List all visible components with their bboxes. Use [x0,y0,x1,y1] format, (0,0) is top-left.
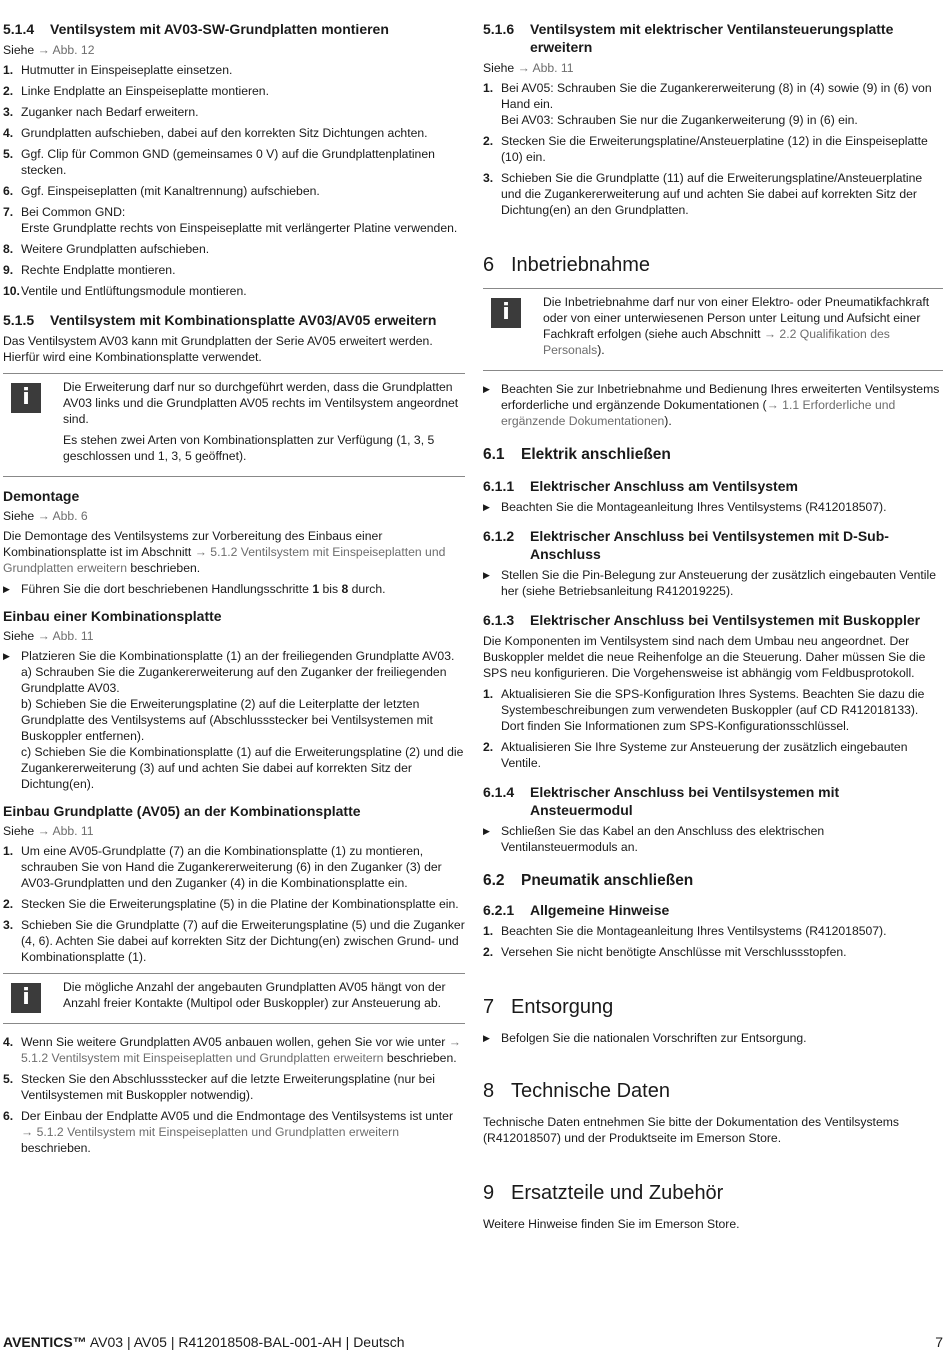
list-item [483,739,943,771]
heading-8: 8 Technische Daten [483,1080,670,1102]
step-text: Aktualisieren Sie die SPS-Konfiguration Ihres Systems. Beachten Sie dazu die Systembeschreibungen zum verwendeten Buskoppler (auf CD R412018133). Dort finden Sie Informationen zum SPS-Konfigurationsschlüssel. [501,687,925,733]
step-text: Stecken Sie die Erweiterungsplatine/Ansteuerplatine (12) in die Einspeiseplatte (10) ein. [501,134,928,164]
list-item [3,283,465,299]
step-text: Versehen Sie nicht benötigte Anschlüsse mit Verschlussstopfen. [501,945,847,959]
list-item [483,923,943,939]
heading-6-1-2: 6.1.2 Elektrischer Anschluss bei Ventilsystemen mit D-Sub-Anschluss [483,528,889,562]
step-number: 2. [483,740,494,754]
step-number: 1. [3,63,14,77]
info-text: Es stehen zwei Arten von Kombinationsplatten zur Verfügung (1, 3, 5 geschlossen und 1, 3, 5 geöffnet). [63,433,435,463]
info-icon: i [491,298,521,328]
paragraph: Die Demontage des Ventilsystems zur Vorbereitung des Einbaus einer Kombinationsplatte ist im Abschnitt → 5.1.2 Ventilsystem mit Einspeiseplatten und Grundplatten erweitern beschrieben. [3,529,446,575]
step-number: 5. [3,147,14,161]
page-number: 7 [935,1334,943,1350]
list-item [3,125,465,141]
list-item [483,80,943,128]
heading-6-1-3: 6.1.3 Elektrischer Anschluss bei Ventilsystemen mit Buskoppler [483,612,921,628]
step-text: Linke Endplatte an Einspeiseplatte montieren. [21,84,269,98]
figure-link[interactable]: → Abb. 12 [37,43,95,57]
heading-6-2-1: 6.2.1 Allgemeine Hinweise [483,902,670,918]
list-item: ▶ Platzieren Sie die Kombinationsplatte (1) an der freiliegenden Grundplatte AV03. a) Schrauben Sie die Zugankererweiterung auf den Zuganker der freiliegenden Grundplatte AV03. b) Schieben Sie die Erweiterungsplatine (2) auf die Leiterplatte der letzten Grundplatte des Ventilsystems auf (Abschlussstecker bei Ventilsystemen mit Buskoppler entfernen). c) Schieben Sie die Kombinationsplatte (1) auf die Erweiterungsplatine (2) und die Zugankererweiterung (3) auf und achten Sie dabei auf korrekten Sitz der Dichtung(en). [3,649,464,791]
step-number: 2. [3,897,14,911]
list-item [3,241,465,257]
step-number: 2. [3,84,14,98]
list-item [3,146,465,178]
see-reference: Siehe → Abb. 11 [483,61,574,75]
steps-list [483,686,943,771]
see-reference: Siehe → Abb. 11 [3,629,94,643]
steps-list [3,62,465,299]
figure-link[interactable]: → Abb. 11 [37,824,94,838]
figure-link[interactable]: → Abb. 11 [517,61,574,75]
triangle-bullet-icon: ▶ [483,502,490,512]
list-item [3,843,465,891]
step-number: 4. [3,126,14,140]
info-box [3,373,465,477]
left-column [3,14,465,1161]
info-icon: i [11,983,41,1013]
step-number: 1. [3,844,14,858]
triangle-bullet-icon: ▶ [483,570,490,580]
list-item: ▶ Beachten Sie zur Inbetriebnahme und Bedienung Ihres erweiterten Ventilsystems erforderliche und ergänzende Dokumentationen (→ 1.1 Erforderliche und ergänzende Dokumentationen). [483,382,940,428]
step-number: 1. [483,687,494,701]
step-number: 8. [3,242,14,256]
step-text: Weitere Grundplatten aufschieben. [21,242,210,256]
list-item: ▶ Schließen Sie das Kabel an den Anschluss des elektrischen Ventilansteuermoduls an. [483,824,825,854]
heading-5-1-5: 5.1.5 Ventilsystem mit Kombinationsplatte AV03/AV05 erweitern [3,312,437,328]
step-text: Ggf. Einspeiseplatten (mit Kanaltrennung) aufschieben. [21,184,320,198]
heading-demontage: Demontage [3,488,80,504]
info-text: Die mögliche Anzahl der angebauten Grundplatten AV05 hängt von der Anzahl freier Kontakte (Multipol oder Buskoppler) zur Ansteuerung ab. [63,980,446,1010]
heading-6-1-4: 6.1.4 Elektrischer Anschluss bei Ventilsystemen mit Ansteuermodul [483,784,840,818]
list-item [3,104,465,120]
heading-5-1-6: 5.1.6 Ventilsystem mit elektrischer Ventilansteuerungsplatte erweitern [483,21,894,55]
steps-list [3,843,465,965]
info-box [3,973,465,1024]
step-text: Bei Common GND: Erste Grundplatte rechts von Einspeiseplatte mit verlängerter Platine verwenden. [21,205,458,235]
paragraph: Weitere Hinweise finden Sie im Emerson Store. [483,1217,740,1231]
step-text: Hutmutter in Einspeiseplatte einsetzen. [21,63,233,77]
footer-doc-info: AVENTICS™ AV03 | AV05 | R412018508-BAL-001-AH | Deutsch [3,1334,405,1350]
list-item [483,170,943,218]
step-number: 1. [483,81,494,95]
steps-list [483,923,943,960]
list-item [483,944,943,960]
section-link[interactable]: → 5.1.2 Ventilsystem mit Einspeiseplatten und Grundplatten erweitern [21,1035,461,1065]
step-text: Schieben Sie die Grundplatte (11) auf die Erweiterungsplatine/Ansteuerplatine und die Zugankererweiterung auf und achten Sie dabei auf korrekten Sitz der Dichtung(en) an den Grundplatten. [501,171,923,217]
heading-6-1-1: 6.1.1 Elektrischer Anschluss am Ventilsystem [483,478,798,494]
step-number: 3. [483,171,494,185]
step-text: Schieben Sie die Grundplatte (7) auf die Erweiterungsplatine (5) und die Zuganker (4, 6). Achten Sie dabei auf korrekten Sitz der Dichtung(en) zwischen Grund- und Kombinationsplatte (1). [21,918,465,964]
step-number: 10. [3,284,20,298]
info-text: Die Inbetriebnahme darf nur von einer Elektro- oder Pneumatikfachkraft oder von einer unterwiesenen Person unter Leitung und Aufsicht einer Fachkraft erfolgen (siehe auch Abschnitt → 2.2 Qualifikation des Personals). [543,295,930,357]
paragraph: Das Ventilsystem AV03 kann mit Grundplatten der Serie AV05 erweitert werden. Hierfür wird eine Kombinationsplatte verwendet. [3,334,433,364]
paragraph: Technische Daten entnehmen Sie bitte der Dokumentation des Ventilsystems (R412018507) und der Produktseite im Emerson Store. [483,1115,899,1145]
heading-einbau-grundplatte: Einbau Grundplatte (AV05) an der Kombinationsplatte [3,803,361,819]
right-column [483,14,943,1237]
info-box [483,288,943,371]
list-item: ▶ Beachten Sie die Montageanleitung Ihres Ventilsystems (R412018507). [483,500,887,514]
step-text: Zuganker nach Bedarf erweitern. [21,105,199,119]
heading-6: 6 Inbetriebnahme [483,254,650,276]
list-item [3,83,465,99]
figure-link[interactable]: → Abb. 6 [37,509,88,523]
step-number: 9. [3,263,14,277]
list-item: ▶ Stellen Sie die Pin-Belegung zur Ansteuerung der zusätzlich eingebauten Ventile her (siehe Betriebsanleitung R412019225). [483,568,936,598]
step-number: 2. [483,945,494,959]
list-item [483,686,943,734]
heading-5-1-4: 5.1.4 Ventilsystem mit AV03-SW-Grundplatten montieren [3,21,389,37]
list-item [3,262,465,278]
step-text: Ventile und Entlüftungsmodule montieren. [21,284,247,298]
see-reference: Siehe → Abb. 12 [3,43,95,57]
step-text: Rechte Endplatte montieren. [21,263,176,277]
triangle-bullet-icon: ▶ [3,584,10,594]
step-text: Aktualisieren Sie Ihre Systeme zur Ansteuerung der zusätzlich eingebauten Ventile. [501,740,908,770]
list-item [3,183,465,199]
heading-6-1: 6.1 Elektrik anschließen [483,446,671,463]
list-item: ▶ Führen Sie die dort beschriebenen Handlungsschritte 1 bis 8 durch. [3,582,386,596]
brand-name: AVENTICS™ [3,1334,87,1350]
step-text: Ggf. Clip für Common GND (gemeinsames 0 V) auf die Grundplattenplatinen stecken. [21,147,435,177]
info-icon: i [11,383,41,413]
section-link[interactable]: → 5.1.2 Ventilsystem mit Einspeiseplatten und Grundplatten erweitern [3,545,446,575]
triangle-bullet-icon: ▶ [483,384,490,394]
step-number: 3. [3,918,14,932]
steps-list [483,80,943,218]
section-link[interactable]: → 2.2 Qualifikation des Personals [543,327,890,357]
list-item [3,62,465,78]
list-item: 5. Stecken Sie den Abschlussstecker auf die letzte Erweiterungsplatine (nur bei Ventilsystemen mit Buskoppler notwendig). [3,1072,435,1102]
section-link[interactable]: → 5.1.2 Ventilsystem mit Einspeiseplatten und Grundplatten erweitern [21,1125,400,1139]
heading-einbau-kombinationsplatte: Einbau einer Kombinationsplatte [3,608,222,624]
list-item: 6. Der Einbau der Endplatte AV05 und die Endmontage des Ventilsystems ist unter → 5.1.2 Ventilsystem mit Einspeiseplatten und Grundplatten erweitern beschrieben. [3,1109,454,1155]
step-number: 7. [3,205,14,219]
step-text: Stecken Sie die Erweiterungsplatine (5) in die Platine der Kombinationsplatte ein. [21,897,459,911]
see-reference: Siehe → Abb. 6 [3,509,88,523]
list-item [3,204,465,236]
list-item: ▶ Befolgen Sie die nationalen Vorschriften zur Entsorgung. [483,1031,807,1045]
step-text: Bei AV05: Schrauben Sie die Zugankererweiterung (8) in (4) sowie (9) in (6) von Hand ein. Bei AV03: Schrauben Sie nur die Zugankerweiterung (9) in (6) ein. [501,81,932,127]
see-reference: Siehe → Abb. 11 [3,824,94,838]
page-footer [3,1333,943,1351]
section-link[interactable]: → 1.1 Erforderliche und ergänzende Dokumentationen [501,398,896,428]
paragraph: Die Komponenten im Ventilsystem sind nach dem Umbau neu angeordnet. Der Buskoppler meldet die neue Reihenfolge an die Steuerung. Daher müssen Sie die SPS neu konfigurieren. Die Vorgehensweise ist abhängig vom Feldbusprotokoll. [483,634,926,680]
list-item [3,896,465,912]
step-text: Um eine AV05-Grundplatte (7) an die Kombinationsplatte (1) zu montieren, schrauben Sie von Hand die Zugankererweiterung (6) in den Zuganker (3) der AV03-Grundplatten und den Zuganker (4) in die Kombinationsplatte ein. [21,844,442,890]
heading-6-2: 6.2 Pneumatik anschließen [483,872,694,889]
step-number: 3. [3,105,14,119]
list-item [483,133,943,165]
list-item: 4. Wenn Sie weitere Grundplatten AV05 anbauen wollen, gehen Sie vor wie unter → 5.1.2 Ventilsystem mit Einspeiseplatten und Grundplatten erweitern beschrieben. [3,1035,461,1065]
triangle-bullet-icon: ▶ [483,1033,490,1043]
step-number: 2. [483,134,494,148]
heading-7: 7 Entsorgung [483,996,614,1018]
heading-9: 9 Ersatzteile und Zubehör [483,1182,724,1204]
step-number: 1. [483,924,494,938]
step-text: Beachten Sie die Montageanleitung Ihres Ventilsystems (R412018507). [501,924,887,938]
figure-link[interactable]: → Abb. 11 [37,629,94,643]
info-text: Die Erweiterung darf nur so durchgeführt werden, dass die Grundplatten AV03 links und die Grundplatten AV05 rechts im Ventilsystem angeordnet sind. [63,380,459,426]
steps-list [3,1034,465,1156]
triangle-bullet-icon: ▶ [3,651,10,661]
step-text: Grundplatten aufschieben, dabei auf den korrekten Sitz Dichtungen achten. [21,126,428,140]
step-number: 6. [3,184,14,198]
list-item [3,917,465,965]
triangle-bullet-icon: ▶ [483,826,490,836]
